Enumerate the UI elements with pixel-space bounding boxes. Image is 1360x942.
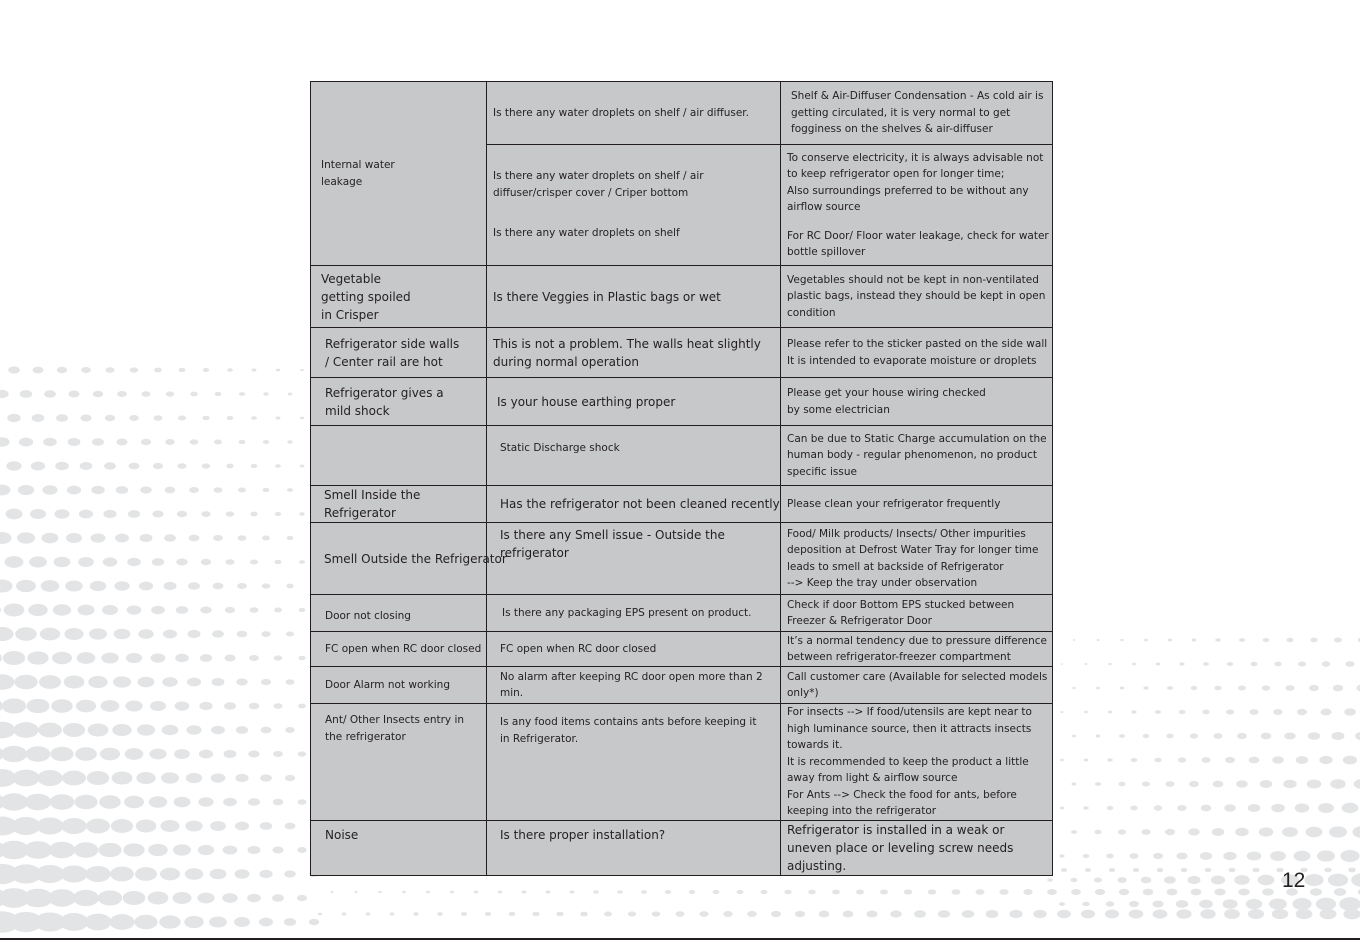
check-text: Is there any Smell issue - Outside the refrigerator: [500, 527, 725, 560]
solution-cell: [781, 378, 1053, 426]
symptom-text: Ant/ Other Insects entry in the refrigerator: [325, 714, 465, 743]
check-cell: [487, 523, 781, 595]
table-row: [311, 667, 1053, 704]
troubleshooting-table: [310, 81, 1053, 876]
table-row: [311, 328, 1053, 378]
check-cell: [487, 145, 781, 266]
check-text: Is there any water droplets on shelf / air diffuser/crisper cover / Criper bottom: [493, 170, 704, 199]
symptom-text: FC open when RC door closed: [325, 642, 482, 655]
check-cell: [487, 328, 781, 378]
solution-text: Shelf & Air-Diffuser Condensation - As cold air is getting circulated, it is very normal to get fogginess on the shelves & air-diffuser: [791, 90, 1044, 136]
solution-cell: [781, 667, 1053, 704]
check-text: Static Discharge shock: [500, 442, 620, 455]
solution-cell: [781, 820, 1053, 875]
table-row: [311, 378, 1053, 426]
solution-text: Check if door Bottom EPS stucked between Freezer & Refrigerator Door: [787, 598, 1015, 627]
check-text: Is your house earthing proper: [497, 394, 676, 409]
symptom-cell: [311, 82, 487, 266]
solution-cell: [781, 426, 1053, 486]
check-cell: [487, 632, 781, 667]
table-row: [311, 266, 1053, 328]
symptom-cell: [311, 632, 487, 667]
solution-text: It’s a normal tendency due to pressure difference between refrigerator-freezer compartment: [787, 634, 1047, 663]
solution-text: Please clean your refrigerator frequently: [787, 497, 1001, 510]
solution-text: Please get your house wiring checked by some electrician: [787, 387, 986, 416]
table-row: [311, 595, 1053, 632]
symptom-cell: [311, 486, 487, 523]
symptom-cell: [311, 426, 487, 486]
symptom-text: Vegetable getting spoiled in Crisper: [321, 271, 411, 322]
solution-cell: [781, 523, 1053, 595]
symptom-text: Smell Inside the Refrigerator: [324, 488, 421, 520]
symptom-cell: [311, 378, 487, 426]
symptom-cell: [311, 820, 487, 875]
check-text: Is there any water droplets on shelf: [493, 227, 680, 240]
solution-cell: [781, 328, 1053, 378]
symptom-cell: [311, 266, 487, 328]
check-text: Is there proper installation?: [500, 827, 666, 842]
solution-text: To conserve electricity, it is always advisable not to keep refrigerator open for longer time; Also surroundings preferred to be without any airflow source: [787, 151, 1044, 213]
check-text: Is there any packaging EPS present on product.: [502, 606, 752, 619]
symptom-cell: [311, 523, 507, 595]
solution-cell: [781, 595, 1053, 632]
table-row: [311, 704, 1053, 821]
solution-text: Vegetables should not be kept in non-ventilated plastic bags, instead they should be kept in open condition: [787, 273, 1046, 319]
solution-cell: [781, 486, 1053, 523]
table-row: [311, 486, 1053, 523]
table-row: [311, 426, 1053, 486]
check-cell: [487, 266, 781, 328]
check-text: Is there Veggies in Plastic bags or wet: [493, 289, 721, 304]
table-row: [311, 820, 1053, 875]
solution-text: Call customer care (Available for selected models only*): [787, 670, 1048, 699]
solution-text: Refrigerator is installed in a weak or uneven place or leveling screw needs adjusting.: [787, 822, 1014, 873]
solution-cell: [781, 145, 1053, 266]
check-text: FC open when RC door closed: [500, 642, 657, 655]
check-text: This is not a problem. The walls heat slightly during normal operation: [493, 336, 761, 369]
symptom-cell: [311, 328, 487, 378]
solution-text: For RC Door/ Floor water leakage, check for water bottle spillover: [787, 229, 1049, 258]
check-cell: [487, 595, 781, 632]
solution-cell: [781, 82, 1053, 145]
solution-text: For insects --> If food/utensils are kept near to high luminance source, then it attracts insects towards it. It is recommended to keep the product a little away from light & airflow source For Ants --> Check the food for ants, before keeping into the refrigerator: [787, 706, 1032, 817]
symptom-cell: [311, 595, 487, 632]
symptom-text: Door not closing: [325, 609, 411, 622]
symptom-text: Noise: [325, 827, 359, 842]
check-text: Is there any water droplets on shelf / air diffuser.: [493, 106, 749, 119]
table-row: [311, 82, 1053, 145]
symptom-text: Refrigerator side walls / Center rail are hot: [325, 336, 460, 369]
solution-cell: [781, 266, 1053, 328]
solution-cell: [781, 632, 1053, 667]
check-cell: [487, 426, 781, 486]
solution-cell: [781, 704, 1053, 821]
page-number: 12: [1282, 869, 1306, 892]
check-cell: [487, 378, 781, 426]
solution-text: Can be due to Static Charge accumulation on the human body - regular phenomenon, no product specific issue: [787, 432, 1047, 478]
check-cell: [487, 82, 781, 145]
check-text: Has the refrigerator not been cleaned recently: [500, 497, 780, 511]
symptom-cell: [311, 704, 487, 821]
check-text: Is any food items contains ants before keeping it in Refrigerator.: [500, 716, 757, 745]
solution-text: Food/ Milk products/ Insects/ Other impurities deposition at Defrost Water Tray for longer time leads to smell at backside of Refrigerator --> Keep the tray under observation: [787, 527, 1039, 589]
symptom-text: Refrigerator gives a mild shock: [325, 385, 444, 418]
table-row: [311, 523, 1053, 595]
symptom-text: Internal water leakage: [321, 159, 395, 188]
symptom-cell: [311, 667, 487, 704]
check-cell: [487, 667, 781, 704]
table-row: [311, 632, 1053, 667]
check-text: No alarm after keeping RC door open more than 2 min.: [500, 670, 763, 699]
check-cell: [487, 820, 781, 875]
symptom-text: Smell Outside the Refrigerator: [324, 551, 507, 566]
check-cell: [487, 704, 781, 821]
symptom-text: Door Alarm not working: [325, 678, 451, 691]
check-cell: [487, 486, 781, 523]
bottom-divider: [0, 938, 1360, 940]
solution-text: Please refer to the sticker pasted on the side wall It is intended to evaporate moisture or droplets: [787, 338, 1048, 367]
